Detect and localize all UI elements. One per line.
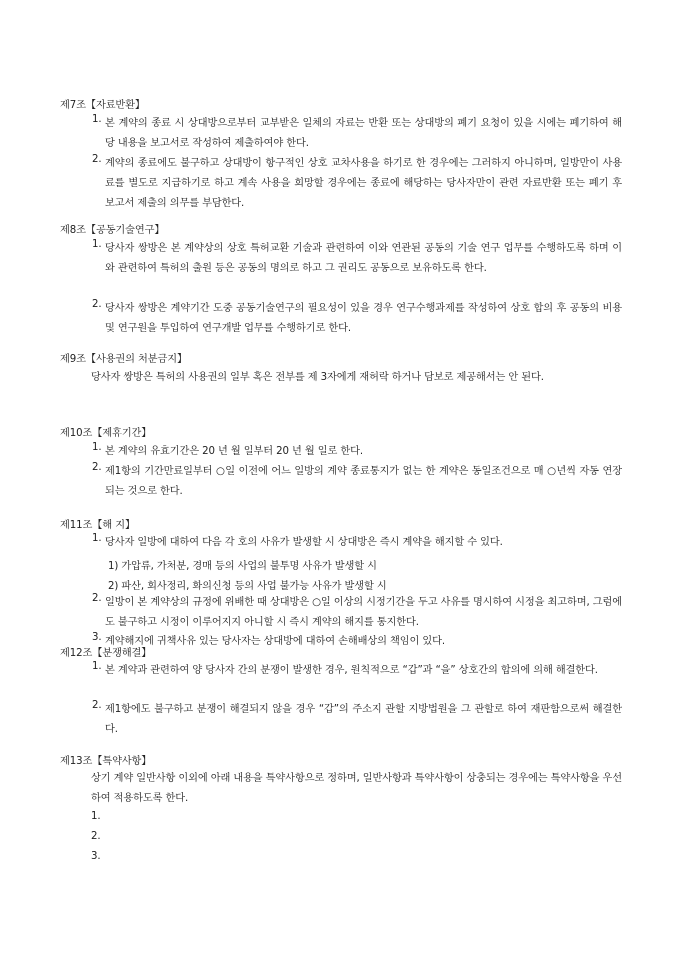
- clause-number: 2.: [92, 593, 102, 604]
- clause-item: [92, 442, 622, 462]
- clause-item: [92, 462, 622, 502]
- clause-text: 일방이 본 계약상의 규정에 위배한 때 상대방은 ○일 이상의 시정기간을 두고 사유를 명시하여 시정을 최고하며, 그럼에도 불구하고 시정이 이루어지지 아니할 시 즉시 계약의 해지를 통지한다.: [105, 597, 622, 628]
- clause-number: 2.: [92, 462, 102, 473]
- clause-number: 1.: [92, 533, 102, 544]
- clause-item: [92, 593, 622, 633]
- sub-item: 2) 파산, 회사정리, 화의신청 등의 사업 불가능 사유가 발생할 시: [108, 581, 387, 592]
- clause-number: 2.: [92, 700, 102, 711]
- article-body-text: 당사자 쌍방은 특허의 사용권의 일부 혹은 전부를 제 3자에게 재허락 하거나 담보로 제공해서는 안 된다.: [91, 372, 544, 383]
- article-body-text: 상기 계약 일반사항 이외에 아래 내용을 특약사항으로 정하며, 일반사항과 특약사항이 상충되는 경우에는 특약사항을 우선하여 적용하도록 한다.: [91, 773, 622, 804]
- clause-item: [92, 239, 622, 279]
- clause-text: 계약해지에 귀책사유 있는 당사자는 상대방에 대하여 손해배상의 책임이 있다.: [105, 636, 445, 647]
- article-heading: 제12조【분쟁해결】: [60, 648, 152, 659]
- clause-item: [92, 299, 622, 339]
- clause-number: 1.: [92, 114, 102, 125]
- special-term-blank-1: 1.: [91, 811, 101, 822]
- clause-text: 당사자 쌍방은 본 계약상의 상호 특허교환 기술과 관련하여 이와 연관된 공동의 기술 연구 업무를 수행하도록 하며 이와 관련하여 특허의 출원 등은 공동의 명의로 하고 그 권리도 공동으로 보유하도록 한다.: [105, 243, 622, 274]
- clause-number: 3.: [92, 632, 102, 643]
- article-heading: 제9조【사용권의 처분금지】: [60, 354, 188, 365]
- article-heading: 제8조【공동기술연구】: [60, 225, 165, 236]
- special-term-blank-2: 2.: [91, 831, 101, 842]
- clause-number: 1.: [92, 239, 102, 250]
- special-term-blank-3: 3.: [91, 851, 101, 862]
- clause-number: 1.: [92, 442, 102, 453]
- clause-text: 제1항의 기간만료일부터 ○일 이전에 어느 일방의 계약 종료통지가 없는 한 계약은 동일조건으로 매 ○년씩 자동 연장되는 것으로 한다.: [105, 466, 622, 497]
- clause-text: 당사자 쌍방은 계약기간 도중 공동기술연구의 필요성이 있을 경우 연구수행과제를 작성하여 상호 합의 후 공동의 비용 및 연구원을 투입하여 연구개발 업무를 수행하기로 한다.: [105, 303, 622, 334]
- article-heading: 제7조【자료반환】: [60, 100, 146, 111]
- article-heading: 제13조【특약사항】: [60, 756, 152, 767]
- clause-item: [92, 154, 622, 214]
- sub-item: 1) 가압류, 가처분, 경매 등의 사업의 불투명 사유가 발생할 시: [108, 561, 377, 572]
- clause-text: 본 계약의 종료 시 상대방으로부터 교부받은 일체의 자료는 반환 또는 상대방의 폐기 요청이 있을 시에는 폐기하여 해당 내용을 보고서로 작성하여 제출하여야 한다.: [105, 118, 622, 149]
- clause-item: [92, 114, 622, 154]
- clause-item: [92, 661, 622, 681]
- clause-number: 1.: [92, 661, 102, 672]
- article-heading: 제10조【제휴기간】: [60, 428, 152, 439]
- clause-text: 본 계약과 관련하여 양 당사자 간의 분쟁이 발생한 경우, 원칙적으로 “갑”과 “을” 상호간의 합의에 의해 해결한다.: [105, 665, 598, 676]
- clause-item: [92, 632, 622, 652]
- clause-text: 본 계약의 유효기간은 20 년 월 일부터 20 년 월 일로 한다.: [105, 446, 364, 457]
- clause-item: [92, 700, 622, 740]
- article-heading: 제11조【해 지】: [60, 520, 136, 531]
- clause-item: [92, 533, 622, 553]
- clause-number: 2.: [92, 154, 102, 165]
- clause-text: 계약의 종료에도 불구하고 상대방이 항구적인 상호 교차사용을 하기로 한 경우에는 그러하지 아니하며, 일방만이 사용료를 별도로 지급하기로 하고 계속 사용을 희망할 경우에는 종료에 해당하는 당사자만이 관련 자료반환 또는 폐기 후 보고서 제출의 의무를 부담한다.: [105, 158, 622, 209]
- clause-text: 제1항에도 불구하고 분쟁이 해결되지 않을 경우 “갑”의 주소지 관할 지방법원을 그 관할로 하여 재판함으로써 해결한다.: [105, 704, 622, 735]
- clause-text: 당사자 일방에 대하여 다음 각 호의 사유가 발생할 시 상대방은 즉시 계약을 해지할 수 있다.: [105, 537, 503, 548]
- clause-number: 2.: [92, 299, 102, 310]
